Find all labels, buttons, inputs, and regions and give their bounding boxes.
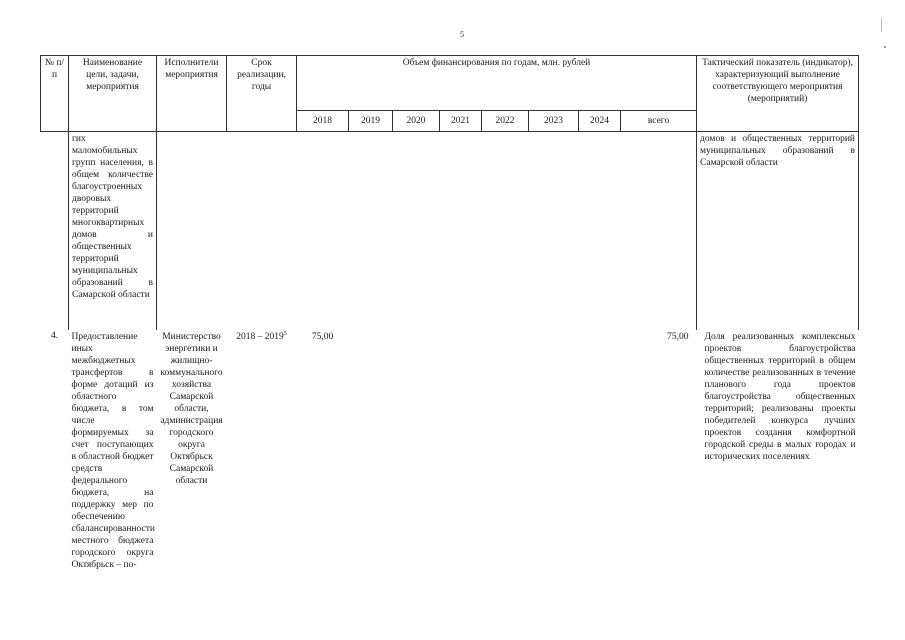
item4-name: Предоставление иных межбюджетных трансфертов в форме дотаций из областного бюджета, в том числе формируемых за счет поступающих в областной бюджет средств федерального бюджета, на поддержку мер по обеспечению сбалансированности местного бюджета городского округа Октябрьск – по- [71,332,155,570]
header-num: № п/п [41,56,69,132]
header-year-2021: 2021 [440,111,482,132]
table-row-continuation [41,132,859,331]
margin-mark [881,18,882,32]
item4-term-value: 2018 – 2019 [236,332,284,342]
header-year-2024: 2024 [579,111,621,132]
item4-term-footnote: 5 [283,330,287,337]
page-number: 5 [460,30,464,39]
item4-total: 75,00 [667,332,689,342]
item4-2018: 75,00 [311,332,334,342]
table-row-item-4 [41,330,859,572]
header-total: всего [621,111,697,132]
item4-num: 4. [50,331,59,341]
header-year-2023: 2023 [529,111,579,132]
header-executors: Исполнители мероприятия [157,56,227,132]
header-year-2019: 2019 [349,111,393,132]
margin-dot [884,46,886,48]
header-year-2018: 2018 [297,111,349,132]
item4-executors: Министерство энергетики и жилищно-коммунального хозяйства Самарской области, администрация городского округа Октябрьск Самарской области [160,332,223,486]
header-indicator: Тактический показатель (индикатор), характеризующий выполнение соответствующего мероприятия (мероприятий) [697,56,859,132]
continuation-name: гих маломобильных групп населения, в общем количестве благоустроенных дворовых территорий многоквартирных домов и общественных территорий муниципальных образований в Самарской области [69,132,157,331]
item4-term [227,330,297,572]
item4-indicator: Доля реализованных комплексных проектов благоустройства общественных территорий в общем количестве реализованных в течение планового года проектов благоустройства общественных территорий; реализованы проекты победителей конкурса лучших проектов создания комфортной городской среды в малых городах и исторических поселениях [704,332,856,462]
header-year-2022: 2022 [482,111,529,132]
funding-table [40,55,859,572]
header-name: Наименование цели, задачи, мероприятия [69,56,157,132]
header-year-2020: 2020 [393,111,440,132]
header-funding: Объем финансирования по годам, млн. рублей [297,56,697,111]
header-term: Срок реализации, годы [227,56,297,132]
continuation-indicator: домов и общественных территорий муниципальных образований в Самарской области [697,132,859,331]
